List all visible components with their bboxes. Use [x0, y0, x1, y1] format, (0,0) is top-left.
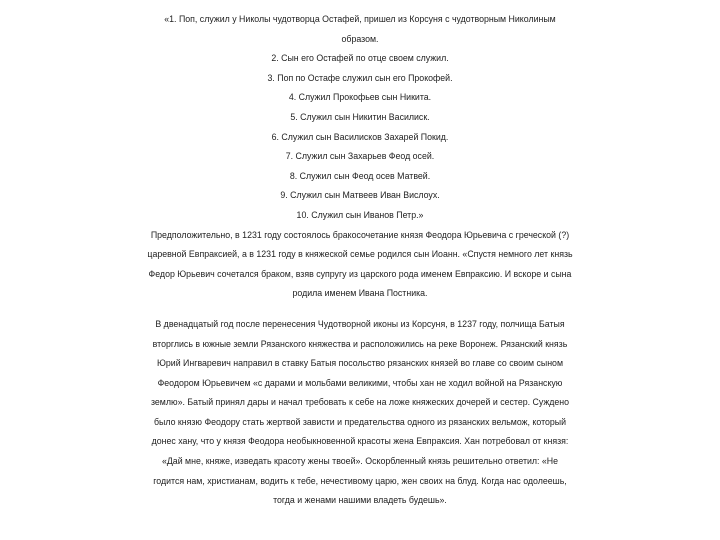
chronicle-line: 3. Поп по Остафе служил сын его Прокофей. [267, 72, 453, 83]
chronicle-line: 5. Служил сын Никитин Василиск. [290, 111, 430, 122]
chronicle-line: образом. [341, 33, 379, 44]
paragraph-line: родила именем Ивана Постника. [292, 288, 428, 299]
chronicle-line: 9. Служил сын Матвеев Иван Вислоух. [280, 190, 440, 201]
paragraph-marriage [0, 226, 720, 304]
paragraph-line: царевной Евпраксией, а в 1231 году в княжеской семье родился сын Иоанн. «Спустя немного лет князь [147, 249, 573, 260]
paragraph-line: донес хану, что у князя Феодора необыкновенной красоты жена Евпраксия. Хан потребовал от князя: [151, 436, 569, 447]
paragraph-line: «Дай мне, княже, изведать красоту жены твоей». Оскорбленный князь решительно ответил: «Не [161, 456, 559, 467]
paragraph-gap [0, 304, 720, 315]
paragraph-line: было князю Феодору стать жертвой зависти и предательства одного из рязанских вельмож, который [153, 416, 567, 427]
paragraph-line: годится нам, христианам, водить к тебе, нечестивому царю, жен своих на блуд. Когда нас одолеешь, [153, 475, 567, 486]
paragraph-invasion [0, 315, 720, 511]
chronicle-line: «1. Поп, служил у Николы чудотворца Остафей, пришел из Корсуня с чудотворным Николиным [164, 14, 556, 24]
chronicle-line: 10. Служил сын Иванов Петр.» [296, 209, 424, 220]
paragraph-line: тогда и женами нашими владеть будешь». [273, 495, 447, 506]
paragraph-line: В двенадцатый год после перенесения Чудотворной иконы из Корсуня, в 1237 году, полчища Батыя [155, 318, 565, 329]
chronicle-line: 7. Служил сын Захарьев Феод осей. [285, 151, 435, 162]
paragraph-line: Федор Юрьевич сочетался браком, взяв супругу из царского рода именем Евпраксию. И вскоре и сына [148, 268, 572, 279]
chronicle-line: 2. Сын его Остафей по отце своем служил. [271, 53, 449, 64]
chronicle-line: 4. Служил Прокофьев сын Никита. [288, 92, 432, 103]
paragraph-line: Предположительно, в 1231 году состоялось бракосочетание князя Феодора Юрьевича с греческой (?) [150, 229, 570, 240]
chronicle-line: 6. Служил сын Василисков Захарей Покид. [271, 131, 449, 142]
paragraph-line: землю». Батый принял дары и начал требовать к себе на ложе княжеских дочерей и сестер. Суждено [150, 397, 570, 408]
paragraph-line: Феодором Юрьевичем «с дарами и мольбами великими, чтобы хан не ходил войной на Рязанскую [157, 377, 563, 388]
chronicle-line: 8. Служил сын Феод осев Матвей. [289, 170, 431, 181]
paragraph-line: Юрий Ингваревич направил в ставку Батыя посольство рязанских князей во главе со своим сыном [157, 358, 563, 369]
chronicle-list [0, 10, 720, 226]
paragraph-line: вторглись в южные земли Рязанского княжества и расположились на реке Воронеж. Рязанский князь [152, 338, 568, 349]
